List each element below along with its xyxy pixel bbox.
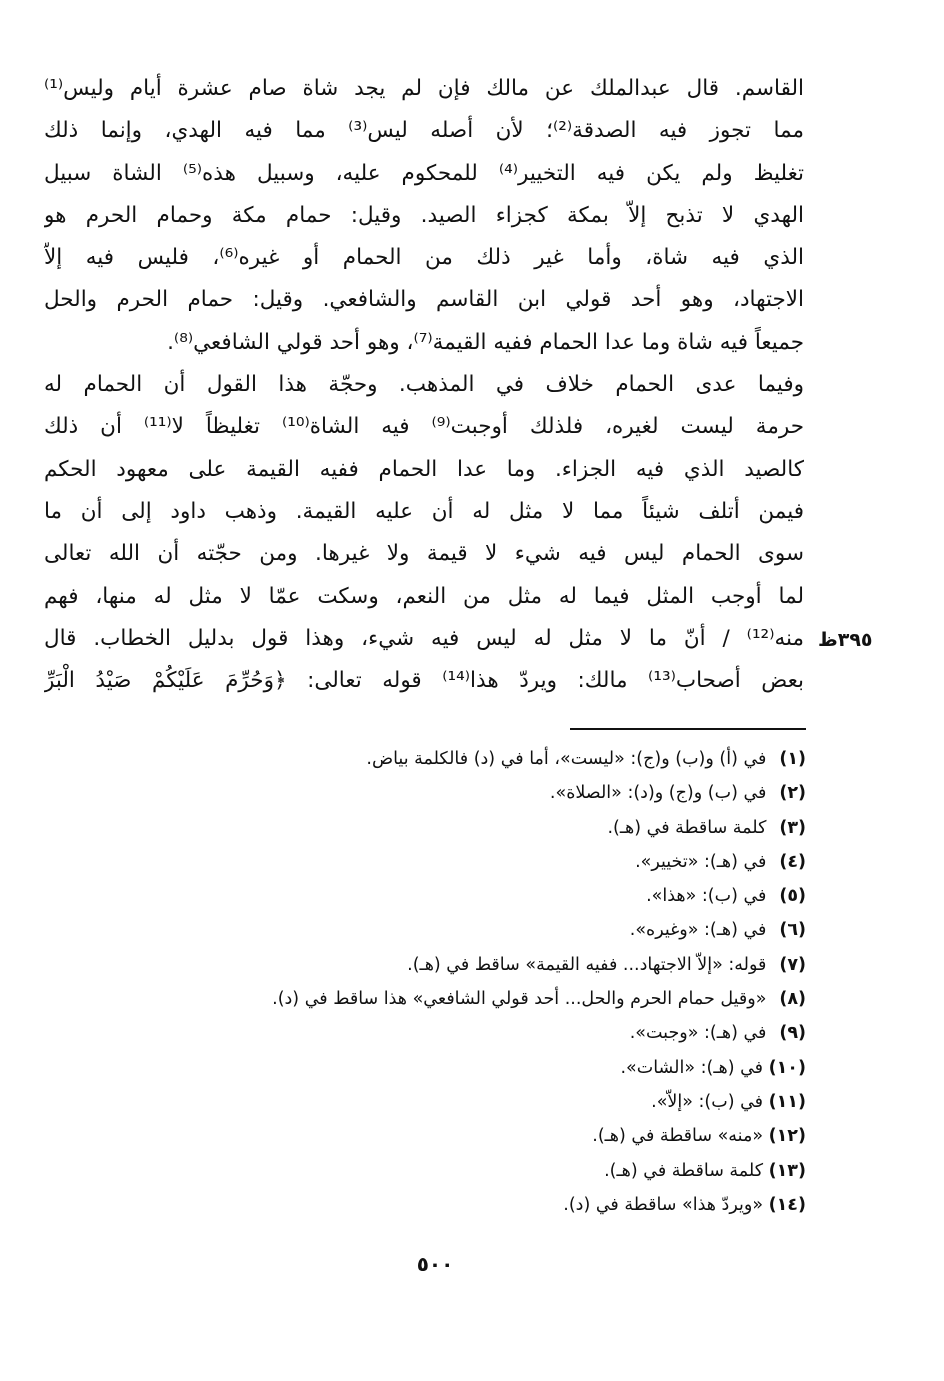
body-line-6: الاجتهاد، وهو أحد قولي ابن القاسم والشافعي. وقيل: حمام الحرم والحل	[44, 287, 804, 313]
footnote-number: (٥)	[779, 886, 806, 907]
footnote-number: (١٤)	[768, 1194, 806, 1215]
body-line-13: لما أوجب المثل فيما له مثل من النعم، وسكت عمّا لا مثل له منها، فهم	[44, 583, 804, 609]
footnote-number: (٩)	[779, 1023, 806, 1044]
footnote-6	[206, 913, 806, 947]
main-text-block	[44, 68, 804, 702]
footnote-number: (٧)	[779, 954, 806, 975]
body-line-11: فيمن أتلف شيئاً مما لا مثل له أن عليه القيمة. وذهب داود إلى أن ما	[44, 498, 804, 524]
footnote-13	[206, 1154, 806, 1188]
footnote-text: في (ب): «هذا».	[646, 886, 767, 907]
footnote-text: في (هـ): «الشات».	[620, 1057, 764, 1078]
body-line-8: وفيما عدى الحمام خلاف في المذهب. وحجّة هذا القول أن الحمام له	[44, 372, 804, 398]
footnote-text: في (ب): «إلاّ».	[651, 1091, 764, 1112]
body-line-10: كالصيد الذي فيه الجزاء. وما عدا الحمام ففيه القيمة على معهود الحكم	[44, 456, 804, 482]
footnote-text: في (هـ): «تخيير».	[635, 851, 767, 872]
footnotes-list	[206, 742, 806, 1222]
footnote-1	[206, 742, 806, 776]
footnote-text: في (ب) و(ج) و(د): «الصلاة».	[549, 783, 767, 804]
footnote-8	[206, 982, 806, 1016]
footnote-text: «وقيل حمام الحرم والحل... أحد قولي الشافعي» هذا ساقط في (د).	[272, 989, 767, 1010]
footnote-number: (١٠)	[768, 1057, 806, 1078]
body-line-3: تغليظ ولم يكن فيه التخيير⁽⁴⁾ للمحكوم عليه، وسبيل هذه⁽⁵⁾ الشاة سبيل	[44, 160, 804, 186]
body-line-14: منه⁽¹²⁾ / أنّ ما لا مثل له ليس فيه شيء، وهذا قول بدليل الخطاب. قال	[44, 625, 804, 651]
footnote-7	[206, 948, 806, 982]
body-line-5: الذي فيه شاة، وأما غير ذلك من الحمام أو غيره⁽⁶⁾، فليس فيه إلاّ	[44, 245, 804, 271]
manuscript-folio-marker: ٣٩٥ظ	[818, 629, 873, 651]
footnote-text: «ويردّ هذا» ساقطة في (د).	[563, 1194, 764, 1215]
footnote-2	[206, 776, 806, 810]
footnote-text: قوله: «إلاّ الاجتهاد... ففيه القيمة» ساقط في (هـ).	[407, 954, 767, 975]
footnote-number: (١)	[779, 749, 806, 769]
footnote-number: (١٢)	[768, 1126, 806, 1147]
footnote-number: (٢)	[779, 783, 806, 804]
footnote-5	[206, 879, 806, 913]
footnote-number: (٨)	[779, 989, 806, 1010]
body-line-15: بعض أصحاب⁽¹³⁾ مالك: ويردّ هذا⁽¹⁴⁾ قوله تعالى: ﴿وَحُرِّمَ عَلَيْكُمْ صَيْدُ الْبَرِّ	[44, 668, 804, 694]
footnote-text: كلمة ساقطة في (هـ).	[607, 817, 767, 838]
footnote-9	[206, 1016, 806, 1050]
footnote-14	[206, 1188, 806, 1222]
footnote-number: (١٣)	[768, 1160, 806, 1181]
footnote-3	[206, 811, 806, 845]
footnote-divider	[570, 728, 806, 730]
footnote-text: في (هـ): «وغيره».	[629, 920, 767, 941]
body-line-1: القاسم. قال عبدالملك عن مالك فإن لم يجد شاة صام عشرة أيام وليس⁽¹⁾	[44, 76, 804, 101]
footnote-text: كلمة ساقطة في (هـ).	[604, 1160, 764, 1181]
body-line-12: سوى الحمام ليس فيه شيء لا قيمة ولا غيرها. ومن حجّته أن الله تعالى	[44, 541, 804, 567]
body-line-7: جميعاً فيه شاة وما عدا الحمام ففيه القيمة⁽⁷⁾، وهو أحد قولي الشافعي⁽⁸⁾.	[167, 329, 804, 355]
page-number: ٥٠٠	[416, 1252, 454, 1276]
footnote-number: (٤)	[779, 851, 806, 872]
footnote-text: «منه» ساقطة في (هـ).	[592, 1126, 764, 1147]
footnote-text: في (أ) و(ب) و(ج): «ليست»، أما في (د) فالكلمة بياض.	[366, 749, 767, 769]
footnote-number: (١١)	[768, 1091, 806, 1112]
footnote-number: (٦)	[779, 920, 806, 941]
footnote-11	[206, 1085, 806, 1119]
footnote-number: (٣)	[779, 817, 806, 838]
body-line-9: حرمة ليست لغيره، فلذلك أوجبت⁽⁹⁾ فيه الشاة⁽¹⁰⁾ تغليظاً لا⁽¹¹⁾ أن ذلك	[44, 414, 804, 440]
body-line-4: الهدي لا تذبح إلاّ بمكة كجزاء الصيد. وقيل: حمام مكة وحمام الحرم هو	[44, 202, 804, 228]
footnote-4	[206, 845, 806, 879]
footnote-text: في (هـ): «وجبت».	[629, 1023, 767, 1044]
footnote-10	[206, 1051, 806, 1085]
body-line-2: مما تجوز فيه الصدقة⁽²⁾؛ لأن أصله ليس⁽³⁾ مما فيه الهدي، وإنما ذلك	[44, 118, 804, 144]
footnote-12	[206, 1119, 806, 1153]
